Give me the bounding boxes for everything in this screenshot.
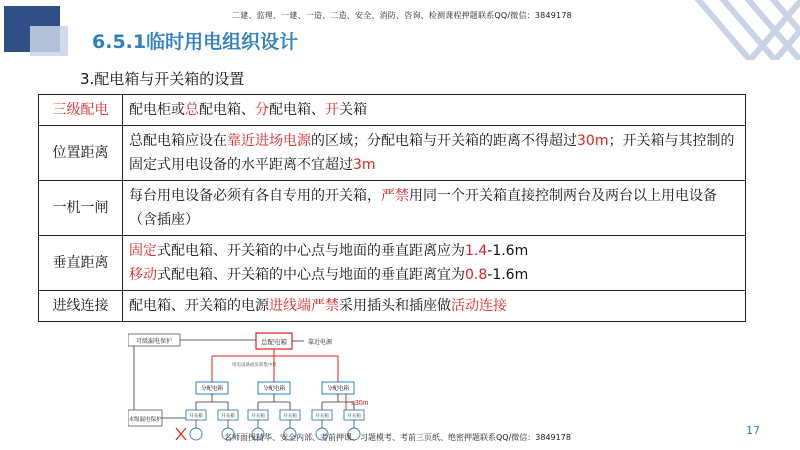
row-label: 位置距离: [39, 126, 123, 181]
page-number: 17: [746, 424, 760, 437]
row-content: 配电箱、开关箱的电源进线端严禁采用插头和插座做活动连接: [123, 291, 746, 322]
svg-text:分配电箱: 分配电箱: [262, 386, 286, 392]
svg-text:开关箱: 开关箱: [251, 413, 265, 418]
table-row: [39, 95, 746, 126]
slide-title: 6.5.1临时用电组织设计: [92, 31, 299, 53]
top-protect-label: 可级漏电保护: [135, 339, 173, 345]
row-content: 固定式配电箱、开关箱的中心点与地面的垂直距离应为1.4-1.6m 移动式配电箱、开关箱的中心点与地面的垂直距离宜为0.8-1.6m: [123, 236, 746, 291]
switch-box-labels: [189, 412, 361, 419]
svg-text:开关箱: 开关箱: [347, 413, 361, 418]
row-label: 进线连接: [39, 291, 123, 322]
row-label: 一机一闸: [39, 181, 123, 236]
last-protect-label: 末级漏电保护: [128, 417, 162, 423]
row-content: 每台用电设备必须有各自专用的开关箱，严禁用同一个开关箱直接控制两台及两台以上用电设备（含插座）: [123, 181, 746, 236]
corner-decoration-light: [30, 26, 68, 56]
section-subtitle: 3.配电箱与开关箱的设置: [80, 70, 245, 88]
svg-text:开关箱: 开关箱: [283, 413, 297, 418]
svg-text:分配电箱: 分配电箱: [200, 386, 224, 392]
corner-stripes-decoration: [540, 0, 800, 60]
footer-watermark: 名师面授精华、安全内部、考前押课、习题模考、考前三页纸、绝密押题联系QQ/微信：3849178: [224, 433, 571, 442]
switch-boxes: [196, 394, 354, 410]
row-label: 三级配电: [39, 95, 123, 126]
svg-text:开关箱: 开关箱: [189, 413, 203, 418]
table-row: [39, 181, 746, 236]
svg-text:开关箱: 开关箱: [315, 413, 329, 418]
header-watermark: 二建、监理、一建、一造、二造、安全、消防、咨询、检测课程押题联系QQ/微信：3849178: [232, 11, 572, 20]
table-row: [39, 291, 746, 322]
distribution-rules-table: [38, 94, 746, 322]
row-content: 配电柜或总配电箱、分配电箱、开关箱: [123, 95, 746, 126]
switch-box-rects: [186, 410, 364, 420]
table-row: [39, 236, 746, 291]
svg-text:分配电箱: 分配电箱: [326, 386, 350, 392]
load-area-note: 用电设备或负荷集中区: [232, 362, 277, 367]
row-content: 总配电箱应设在靠近进场电源的区域；分配电箱与开关箱的距离不得超过30m；开关箱与其控制的固定式用电设备的水平距离不宜超过3m: [123, 126, 746, 181]
row-label: 垂直距离: [39, 236, 123, 291]
distance-label: ≤30m: [351, 400, 369, 407]
main-box-label: 总配电箱: [261, 339, 287, 346]
table-row: [39, 126, 746, 181]
near-power-label: 靠近电源: [308, 340, 333, 346]
svg-text:开关箱: 开关箱: [221, 413, 235, 418]
forbidden-x-icon: [176, 428, 186, 440]
